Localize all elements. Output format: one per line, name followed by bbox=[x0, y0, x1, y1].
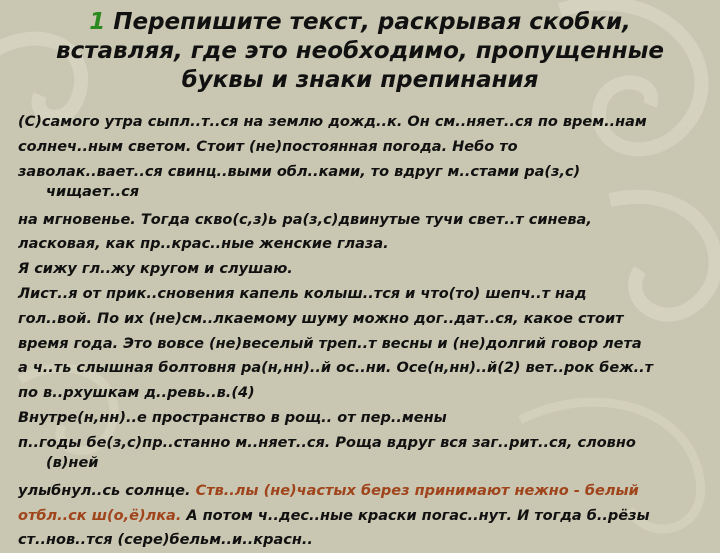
text-line: гол..вой. По их (не)см..лкаемому шуму можно дог..дат..ся, какое стоит bbox=[18, 310, 624, 327]
text-line: время года. Это вовсе (не)веселый треп..т весны и (не)долгий говор лета bbox=[18, 335, 642, 352]
text-line: на мгновенье. Тогда скво(с,з)ь ра(з,с)двинутые тучи свет..т синева, bbox=[18, 211, 592, 228]
exercise-text bbox=[18, 110, 708, 553]
text-line: а ч..ть слышная болтовня ра(н,нн)..й ос..ни. Осе(н,нн)..й(2) вет..рок беж..т bbox=[18, 360, 654, 377]
text-line: солнеч..ным светом. Стоит (не)постоянная погода. Небо то bbox=[18, 138, 518, 155]
text-line: заволак..вает..ся свинц..выми обл..ками, то вдруг м..стами ра(з,с) чищает..ся bbox=[18, 163, 581, 200]
text-line: по в..рхушкам д..ревь..в.(4) bbox=[18, 385, 255, 402]
text-line: п..годы бе(з,с)пр..станно м..няет..ся. Роща вдруг вся заг..рит..ся, словно (в)ней bbox=[18, 434, 636, 471]
text-line: ласковая, как пр..крас..ные женские глаза. bbox=[18, 236, 389, 253]
highlighted-fragment: отбл..ск ш(о,ё)лка. bbox=[18, 507, 182, 524]
slide-title bbox=[40, 8, 680, 95]
text-line: отбл..ск ш(о,ё)лка. А потом ч..дес..ные краски погас..нут. И тогда б..рёзы bbox=[18, 507, 650, 524]
task-instruction: Перепишите текст, раскрывая скобки, вставляя, где это необходимо, пропущенные буквы и знаки препинания bbox=[56, 9, 664, 93]
task-number: 1 bbox=[89, 9, 106, 35]
text-line: ст..нов..тся (сере)бельм..и..красн.. bbox=[18, 532, 313, 549]
text-line: улыбнул..сь солнце. Ств..лы (не)частых берез принимают нежно - белый bbox=[18, 482, 639, 499]
text-line: Внутре(н,нн)..е пространство в рощ.. от пер..мены bbox=[18, 409, 447, 426]
highlighted-fragment: Ств..лы (не)частых берез принимают нежно - белый bbox=[195, 482, 639, 499]
text-line: (С)самого утра сыпл..т..ся на землю дожд..к. Он см..няет..ся по врем..нам bbox=[18, 114, 647, 130]
text-line: Я сижу гл..жу кругом и слушаю. bbox=[18, 261, 293, 278]
text-line: Лист..я от прик..сновения капель колыш..тся и что(то) шепч..т над bbox=[18, 285, 587, 302]
